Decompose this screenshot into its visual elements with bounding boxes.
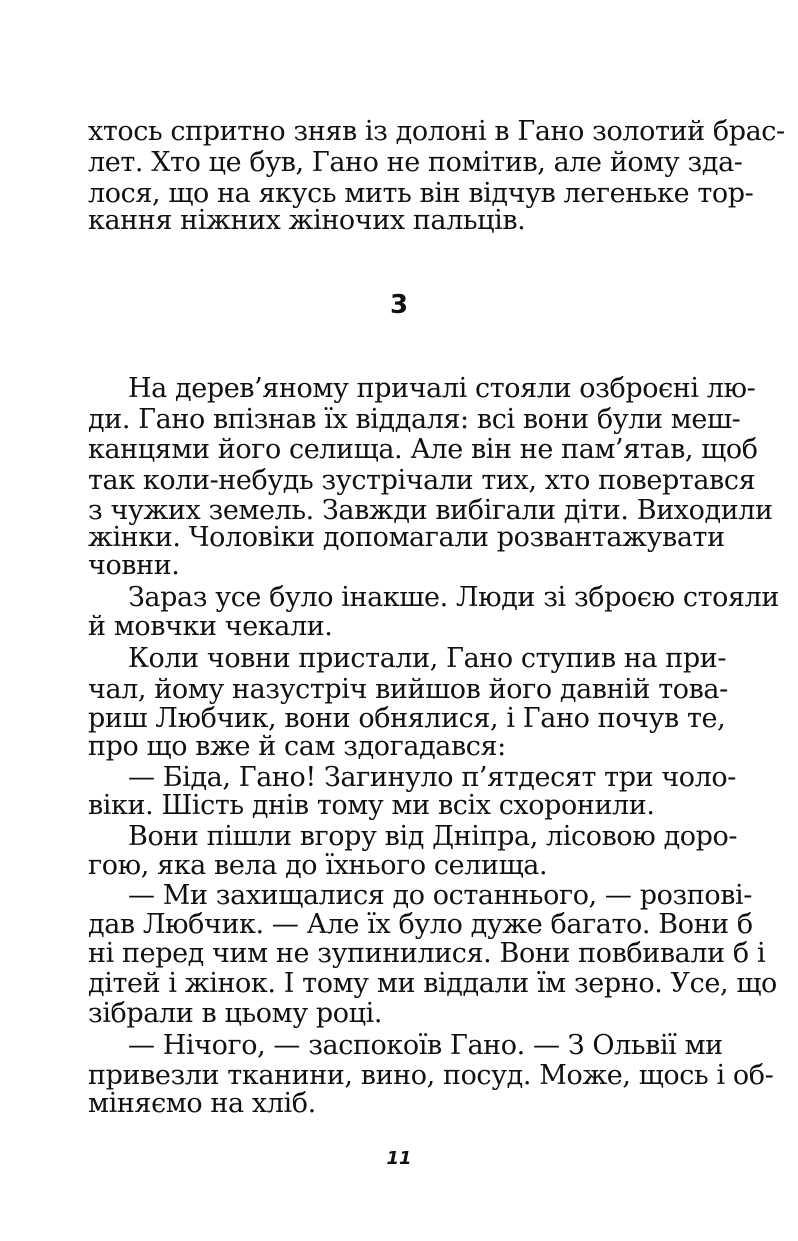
text-line: чал, йому назустріч вийшов його давній това- [88,674,728,705]
text-line: привезли тканини, вино, посуд. Може, щось і об- [88,1060,774,1091]
text-line: хтось спритно зняв із долоні в Гано золотий брас- [88,116,785,147]
text-line: човни. [88,550,180,581]
text-line: зібрали в цьому році. [88,998,383,1029]
text-line: й мовчки чекали. [88,611,333,642]
text-line: На дерев’яному причалі стояли озброєні лю- [128,373,756,404]
text-line: ні перед чим не зупинилися. Вони повбивали б і [88,938,766,969]
text-line: — Біда, Гано! Загинуло п’ятдесят три чоло- [128,762,736,793]
text-line: дав Любчик. — Але їх було дуже багато. Вони б [88,909,753,940]
text-line: дітей і жінок. І тому ми віддали їм зерно. Усе, що [88,968,777,999]
text-line: жінки. Чоловіки допомагали розвантажувати [88,522,725,553]
text-line: лося, що на якусь мить він відчув легеньке тор- [88,178,754,209]
text-line: Вони пішли вгору від Дніпра, лісовою доро- [128,821,738,852]
page-number: 11 [386,1148,412,1169]
text-line: — Ми захищалися до останнього, — розпові- [128,880,752,911]
text-line: Зараз усе було інакше. Люди зі зброєю стояли [128,582,779,613]
text-line: риш Любчик, вони обнялися, і Гано почув те, [88,703,726,734]
text-line: міняємо на хліб. [88,1088,316,1119]
text-line: гою, яка вела до їхнього селища. [88,850,548,881]
text-line: віки. Шість днів тому ми всіх схоронили. [88,790,655,821]
chapter-number: 3 [389,290,409,320]
text-line: канцями його селища. Але він не пам’ятав, щоб [88,434,758,465]
text-line: з чужих земель. Завжди вибігали діти. Виходили [88,495,773,526]
text-line: кання ніжних жіночих пальців. [88,205,526,236]
text-line: про що вже й сам здогадався: [88,731,506,762]
text-line: лет. Хто це був, Гано не помітив, але йому зда- [88,147,743,178]
text-line: ди. Гано впізнав їх віддаля: всі вони були меш- [88,404,741,435]
text-line: так коли-небудь зустрічали тих, хто повертався [88,465,756,496]
text-line: Коли човни пристали, Гано ступив на при- [128,643,727,674]
text-line: — Нічого, — заспокоїв Гано. — З Ольвії ми [128,1030,723,1061]
